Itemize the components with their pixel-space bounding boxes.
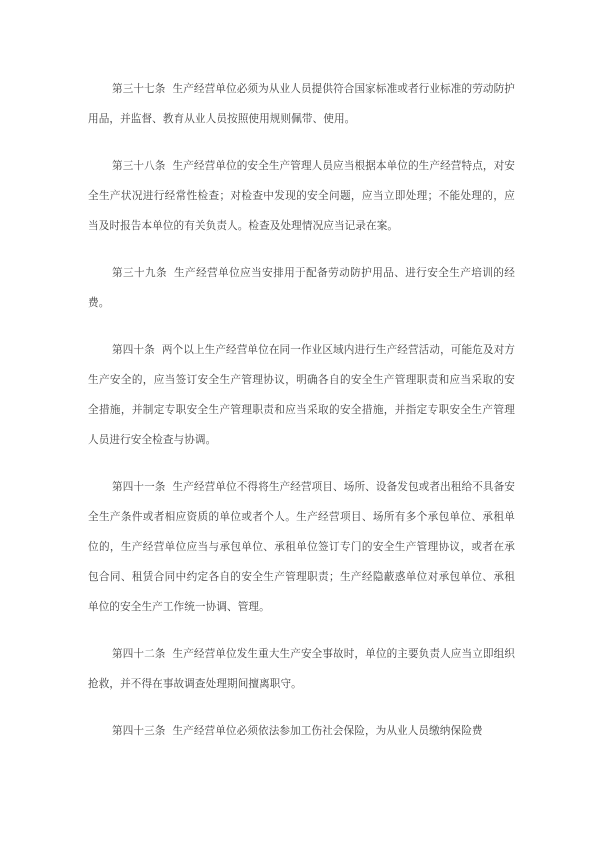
article-40-text: 两个以上生产经营单位在同一作业区域内进行生产经营活动，可能危及对方生产安全的，应当签订安全生产管理协议，明确各自的安全生产管理职责和应当采取的安全措施，并制定专职安全生产管理职责和应当采取的安全措施，并指定专职安全生产管理人员进行安全检查与协调。: [88, 345, 515, 446]
law-article-37: [88, 75, 515, 135]
article-37-text: 生产经营单位必须为从业人员提供符合国家标准或者行业标准的劳动防护用品，并监督、教育从业人员按照使用规则佩带、使用。: [88, 84, 515, 125]
article-43-text: 生产经营单位必须依法参加工伤社会保险，为从业人员缴纳保险费: [172, 726, 483, 737]
article-40-number: 第四十条: [112, 345, 155, 356]
law-text-block: [88, 75, 515, 747]
article-39-number: 第三十九条: [112, 268, 168, 279]
law-article-43: [88, 717, 515, 747]
law-article-40: [88, 336, 515, 456]
article-37-number: 第三十七条: [112, 84, 166, 95]
law-article-42: [88, 640, 515, 700]
law-article-38: [88, 152, 515, 242]
article-41-number: 第四十一条: [112, 482, 166, 493]
article-38-text: 生产经营单位的安全生产管理人员应当根据本单位的生产经营特点，对安全生产状况进行经常性检查；对检查中发现的安全问题，应当立即处理；不能处理的，应当及时报告本单位的有关负责人。检查及处理情况应当记录在案。: [88, 161, 515, 232]
article-42-number: 第四十二条: [112, 649, 166, 660]
article-42-text: 生产经营单位发生重大生产安全事故时，单位的主要负责人应当立即组织抢救，并不得在事故调查处理期间擅离职守。: [88, 649, 515, 690]
article-39-text: 生产经营单位应当安排用于配备劳动防护用品、进行安全生产培训的经费。: [88, 268, 515, 309]
law-article-39: [88, 259, 515, 319]
article-43-number: 第四十三条: [112, 726, 166, 737]
law-article-41: [88, 473, 515, 623]
article-38-number: 第三十八条: [112, 161, 166, 172]
article-41-text: 生产经营单位不得将生产经营项目、场所、设备发包或者出租给不具备安全生产条件或者相应资质的单位或者个人。生产经营项目、场所有多个承包单位、承租单位的，生产经营单位应当与承包单位、承租单位签订专门的安全生产管理协议，或者在承包合同、租赁合同中约定各自的安全生产管理职责；生产经隐蔽惑单位对承包单位、承租单位的安全生产工作统一协调、管理。: [88, 482, 515, 613]
